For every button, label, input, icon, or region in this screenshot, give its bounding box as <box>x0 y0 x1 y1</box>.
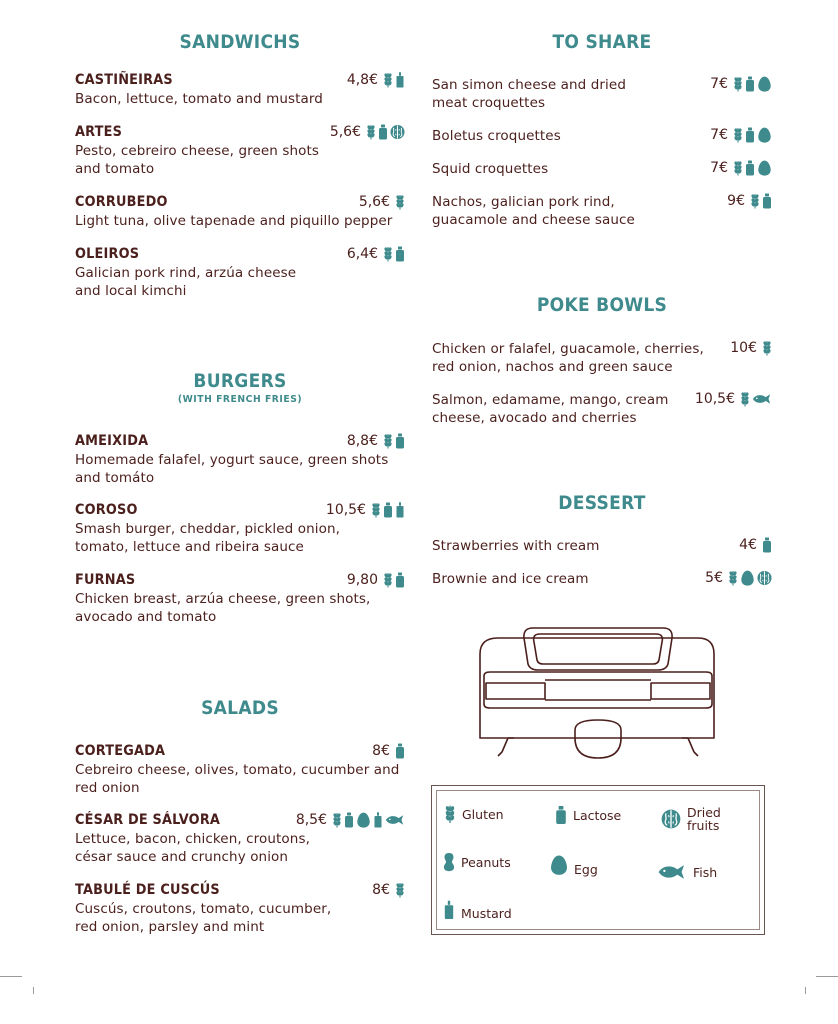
lactose-icon <box>395 246 405 262</box>
item-description: Homemade falafel, yogurt sauce, green shots and tomáto <box>75 452 389 486</box>
dried-fruits-icon <box>661 809 681 829</box>
legend-label: Gluten <box>462 806 504 822</box>
egg-icon <box>757 76 772 92</box>
item-price: 7€ <box>710 76 728 92</box>
fish-icon <box>657 864 687 880</box>
item-price: 5,6€ <box>329 124 361 140</box>
lactose-icon <box>344 812 354 828</box>
gluten-icon <box>332 812 342 828</box>
menu-item <box>75 880 405 936</box>
item-price: 4€ <box>739 537 757 553</box>
item-description: Strawberries with cream <box>432 538 600 554</box>
food-truck-illustration <box>478 620 718 760</box>
lactose-icon <box>395 433 405 449</box>
menu-item <box>432 127 772 145</box>
item-name: ARTES <box>75 124 123 140</box>
peanut-icon <box>443 851 455 873</box>
gluten-icon <box>383 246 393 262</box>
gluten-icon <box>733 76 743 92</box>
item-name: COROSO <box>75 502 138 518</box>
crop-mark <box>0 976 22 977</box>
egg-icon <box>356 812 371 828</box>
mustard-icon <box>373 812 383 828</box>
poke-bowls-section <box>432 294 772 316</box>
item-description: Nachos, galician pork rind, guacamole and cheese sauce <box>432 194 635 228</box>
legend-fish <box>657 864 717 880</box>
item-price: 8€ <box>372 882 390 898</box>
legend-dried-fruits <box>661 806 727 832</box>
item-name: CORTEGADA <box>75 743 166 759</box>
menu-item <box>75 570 405 626</box>
menu-item <box>75 500 405 556</box>
sandwiches-section <box>75 31 405 53</box>
dessert-section <box>432 492 772 514</box>
menu-item <box>432 391 772 427</box>
legend-lactose <box>555 804 621 826</box>
legend-label: Peanuts <box>461 854 511 870</box>
item-description: Lettuce, bacon, chicken, croutons, césar sauce and crunchy onion <box>75 831 310 865</box>
item-description: Pesto, cebreiro cheese, green shots and tomato <box>75 143 320 177</box>
dried-fruits-icon <box>390 124 405 140</box>
item-price: 5€ <box>705 570 723 586</box>
legend-label: Mustard <box>461 905 512 921</box>
gluten-icon <box>740 391 750 407</box>
salads-section <box>75 697 405 719</box>
menu-item <box>75 70 405 108</box>
fish-icon <box>752 391 772 407</box>
item-description: Squid croquettes <box>432 161 549 177</box>
lactose-icon <box>383 502 393 518</box>
item-name: AMEIXIDA <box>75 433 149 449</box>
menu-item <box>432 570 772 588</box>
legend-label: Lactose <box>573 807 622 823</box>
item-description: Boletus croquettes <box>432 128 561 144</box>
egg-icon <box>757 127 772 143</box>
item-description: Galician pork rind, arzúa cheese and local kimchi <box>75 265 297 299</box>
item-price: 10€ <box>730 340 757 356</box>
item-description: Chicken breast, arzúa cheese, green shots, avocado and tomato <box>75 591 371 625</box>
crop-mark <box>33 987 34 994</box>
lactose-icon <box>745 76 755 92</box>
gluten-icon <box>383 572 393 588</box>
to-share-section <box>432 31 772 53</box>
lactose-icon <box>378 124 388 140</box>
item-price: 6,4€ <box>346 246 378 262</box>
legend-label: Fish <box>693 864 718 880</box>
fish-icon <box>385 812 405 828</box>
menu-item <box>432 340 772 376</box>
item-price: 9€ <box>727 193 745 209</box>
crop-mark <box>805 987 806 994</box>
mustard-icon <box>395 72 405 88</box>
menu-item <box>75 810 405 866</box>
item-name: OLEIROS <box>75 246 140 262</box>
item-name: CASTIÑEIRAS <box>75 72 173 88</box>
item-price: 8,8€ <box>346 433 378 449</box>
item-price: 4,8€ <box>346 72 378 88</box>
lactose-icon <box>745 127 755 143</box>
mustard-icon <box>395 502 405 518</box>
legend-gluten <box>444 804 504 824</box>
item-description: Cebreiro cheese, olives, tomato, cucumber and red onion <box>75 762 400 796</box>
mustard-icon <box>443 899 455 921</box>
item-description: Bacon, lettuce, tomato and mustard <box>75 91 323 107</box>
legend-mustard <box>443 899 512 921</box>
menu-item <box>432 76 772 112</box>
item-price: 8,5€ <box>295 812 327 828</box>
egg-icon <box>550 854 568 876</box>
item-description: San simon cheese and dried meat croquettes <box>432 77 626 111</box>
gluten-icon <box>728 570 738 586</box>
sandwiches-title: SANDWICHS <box>179 31 301 53</box>
gluten-icon <box>733 160 743 176</box>
item-description: Light tuna, olive tapenade and piquillo pepper <box>75 213 393 229</box>
legend-peanuts <box>443 851 511 873</box>
item-description: Smash burger, cheddar, pickled onion, tomato, lettuce and ribeira sauce <box>75 521 340 555</box>
gluten-icon <box>395 882 405 898</box>
egg-icon <box>740 570 755 586</box>
item-price: 8€ <box>372 743 390 759</box>
gluten-icon <box>762 340 772 356</box>
item-price: 10,5€ <box>325 502 366 518</box>
lactose-icon <box>762 537 772 553</box>
item-name: FURNAS <box>75 572 136 588</box>
legend-egg <box>550 854 598 876</box>
lactose-icon <box>762 193 772 209</box>
menu-item <box>75 192 405 230</box>
dessert-title: DESSERT <box>558 492 646 514</box>
item-description: Chicken or falafel, guacamole, cherries, red onion, nachos and green sauce <box>432 341 704 375</box>
gluten-icon <box>750 193 760 209</box>
menu-item <box>75 741 405 797</box>
allergen-legend <box>431 785 765 935</box>
gluten-icon <box>444 804 456 824</box>
menu-item <box>75 244 405 300</box>
gluten-icon <box>383 433 393 449</box>
item-description: Cuscús, croutons, tomato, cucumber, red onion, parsley and mint <box>75 901 332 935</box>
item-price: 7€ <box>710 127 728 143</box>
lactose-icon <box>395 572 405 588</box>
lactose-icon <box>745 160 755 176</box>
item-name: CÉSAR DE SÁLVORA <box>75 812 221 828</box>
menu-item <box>75 431 405 487</box>
burgers-subtitle: (WITH FRENCH FRIES) <box>177 394 303 405</box>
legend-label: Egg <box>574 861 598 877</box>
poke-bowls-title: POKE BOWLS <box>536 294 668 316</box>
to-share-title: TO SHARE <box>552 31 652 53</box>
lactose-icon <box>395 743 405 759</box>
gluten-icon <box>383 72 393 88</box>
gluten-icon <box>366 124 376 140</box>
item-price: 10,5€ <box>694 391 735 407</box>
legend-label: Dried fruits <box>687 805 721 833</box>
item-name: TABULÉ DE CUSCÚS <box>75 882 220 898</box>
item-price: 5,6€ <box>358 194 390 210</box>
egg-icon <box>757 160 772 176</box>
item-price: 7€ <box>710 160 728 176</box>
gluten-icon <box>733 127 743 143</box>
crop-mark <box>816 976 838 977</box>
salads-title: SALADS <box>201 697 279 719</box>
item-description: Salmon, edamame, mango, cream cheese, avocado and cherries <box>432 392 669 426</box>
menu-item <box>75 122 405 178</box>
burgers-section <box>75 370 405 405</box>
menu-item <box>432 160 772 178</box>
menu-item <box>432 537 772 555</box>
lactose-icon <box>555 804 567 826</box>
dried-fruits-icon <box>757 570 772 586</box>
item-name: CORRUBEDO <box>75 194 168 210</box>
gluten-icon <box>371 502 381 518</box>
item-description: Brownie and ice cream <box>432 571 589 587</box>
gluten-icon <box>395 194 405 210</box>
menu-item <box>432 193 772 229</box>
burgers-title: BURGERS <box>193 370 287 392</box>
item-price: 9,80 <box>346 572 378 588</box>
